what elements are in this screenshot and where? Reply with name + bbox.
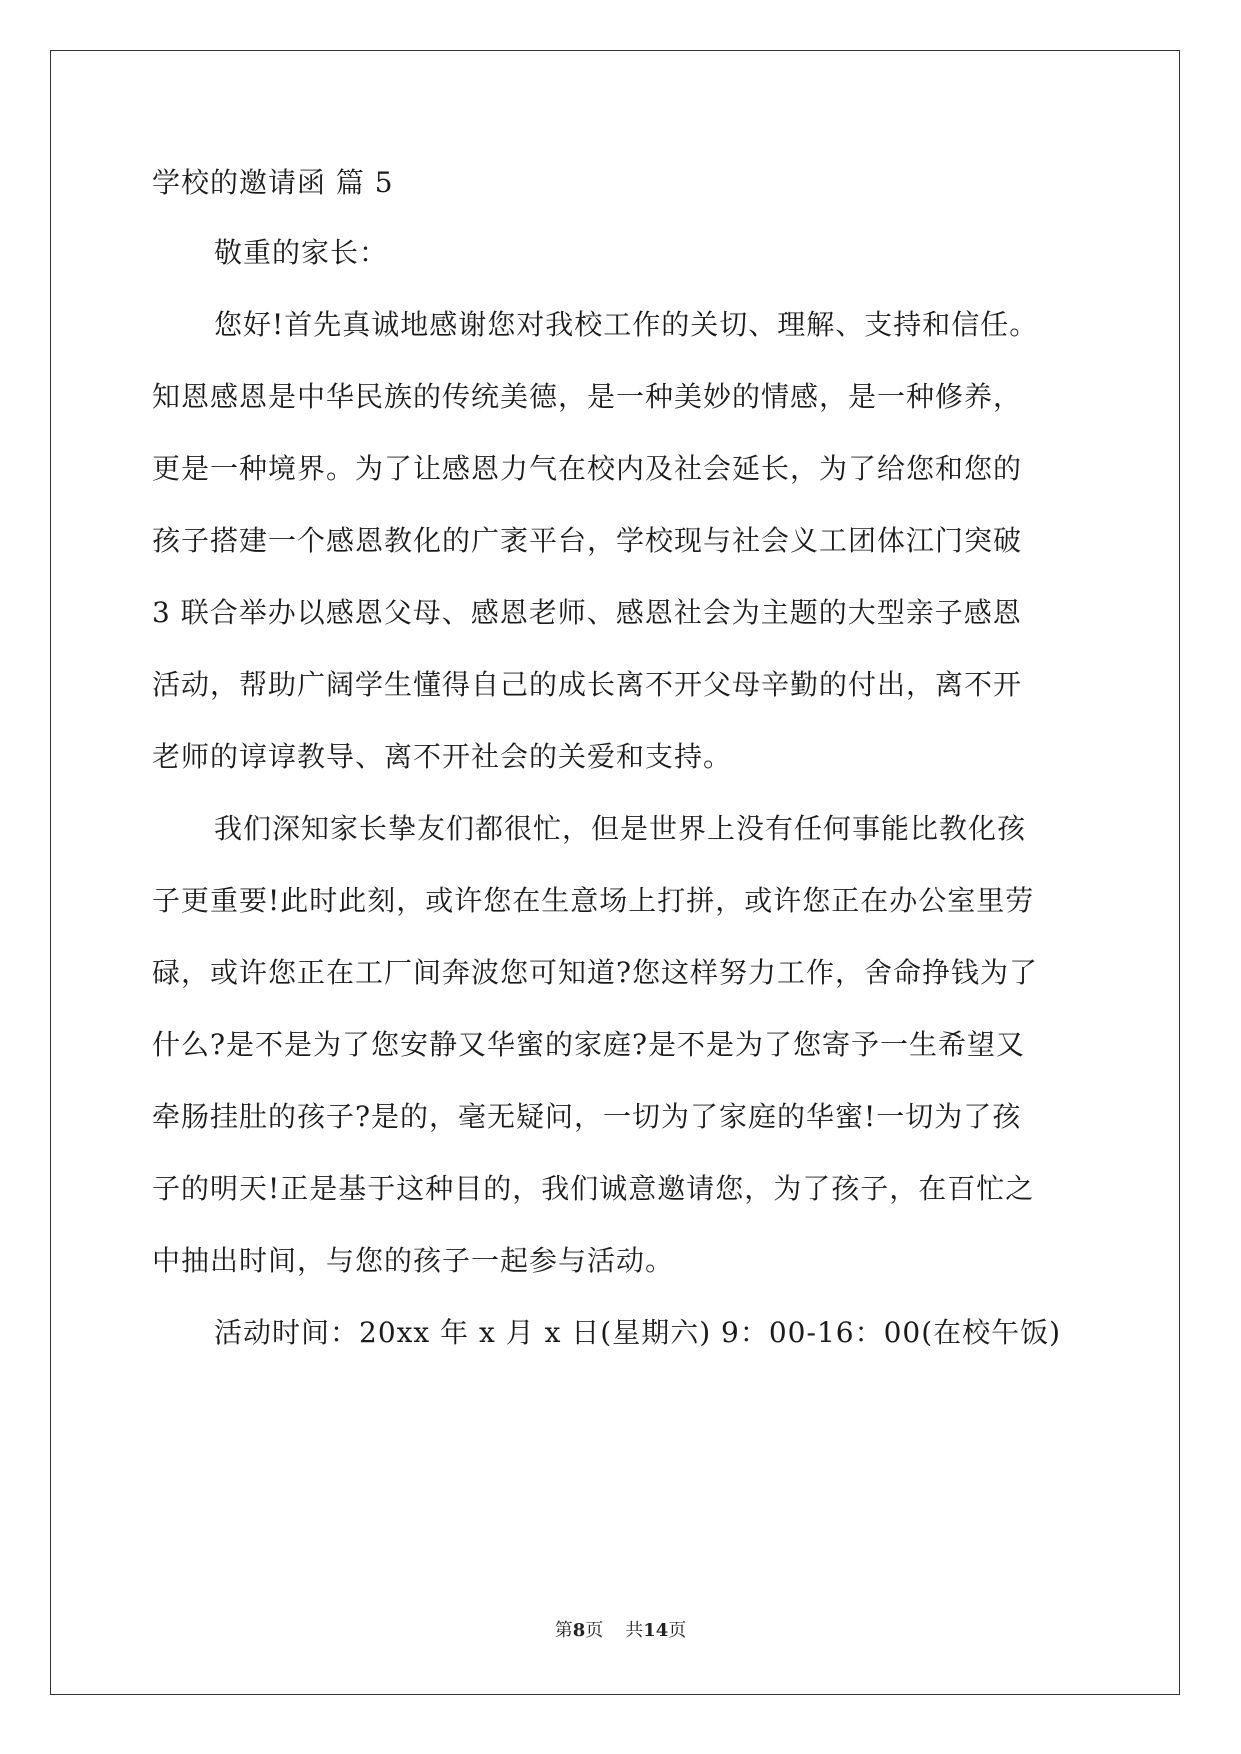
activity-time-line: 活动时间：20xx 年 x 月 x 日(星期六) 9：00-16：00(在校午饭): [214, 1316, 1062, 1349]
paragraph-line: 孩子搭建一个感恩教化的广袤平台，学校现与社会义工团体江门突破: [152, 524, 1023, 557]
paragraph-line: 3 联合举办以感恩父母、感恩老师、感恩社会为主题的大型亲子感恩: [152, 596, 1022, 629]
footer-total-suffix: 页: [668, 1620, 687, 1641]
paragraph-line: 牵肠挂肚的孩子?是的，毫无疑问，一切为了家庭的华蜜!一切为了孩: [152, 1100, 1022, 1133]
footer-total-prefix: 共: [625, 1620, 644, 1641]
document-title: 学校的邀请函 篇 5: [152, 166, 394, 199]
footer-page-number: 8: [572, 1620, 586, 1641]
paragraph-line: 中抽出时间，与您的孩子一起参与活动。: [152, 1244, 675, 1277]
salutation: 敬重的家长：: [214, 236, 389, 269]
footer-page-suffix: 页: [585, 1620, 604, 1641]
paragraph-line: 我们深知家长挚友们都很忙，但是世界上没有任何事能比教化孩: [214, 812, 1027, 845]
paragraph-line: 碌，或许您正在工厂间奔波您可知道?您这样努力工作，舍命挣钱为了: [152, 956, 1039, 989]
paragraph-line: 子更重要!此时此刻，或许您在生意场上打拼，或许您正在办公室里劳: [152, 884, 1035, 917]
paragraph-line: 知恩感恩是中华民族的传统美德，是一种美妙的情感，是一种修养，: [152, 380, 1023, 413]
footer-page-prefix: 第: [554, 1620, 573, 1641]
page-border: [50, 50, 1180, 1695]
paragraph-line: 活动，帮助广阔学生懂得自己的成长离不开父母辛勤的付出，离不开: [152, 668, 1023, 701]
paragraph-line: 更是一种境界。为了让感恩力气在校内及社会延长，为了给您和您的: [152, 452, 1023, 485]
paragraph-line: 您好!首先真诚地感谢您对我校工作的关切、理解、支持和信任。: [214, 308, 1039, 341]
footer-total-pages: 14: [643, 1620, 669, 1641]
paragraph-line: 老师的谆谆教导、离不开社会的关爱和支持。: [152, 740, 733, 773]
paragraph-line: 子的明天!正是基于这种目的，我们诚意邀请您，为了孩子，在百忙之: [152, 1172, 1035, 1205]
paragraph-line: 什么?是不是为了您安静又华蜜的家庭?是不是为了您寄予一生希望又: [152, 1028, 1026, 1061]
page-footer: [0, 1616, 1241, 1642]
